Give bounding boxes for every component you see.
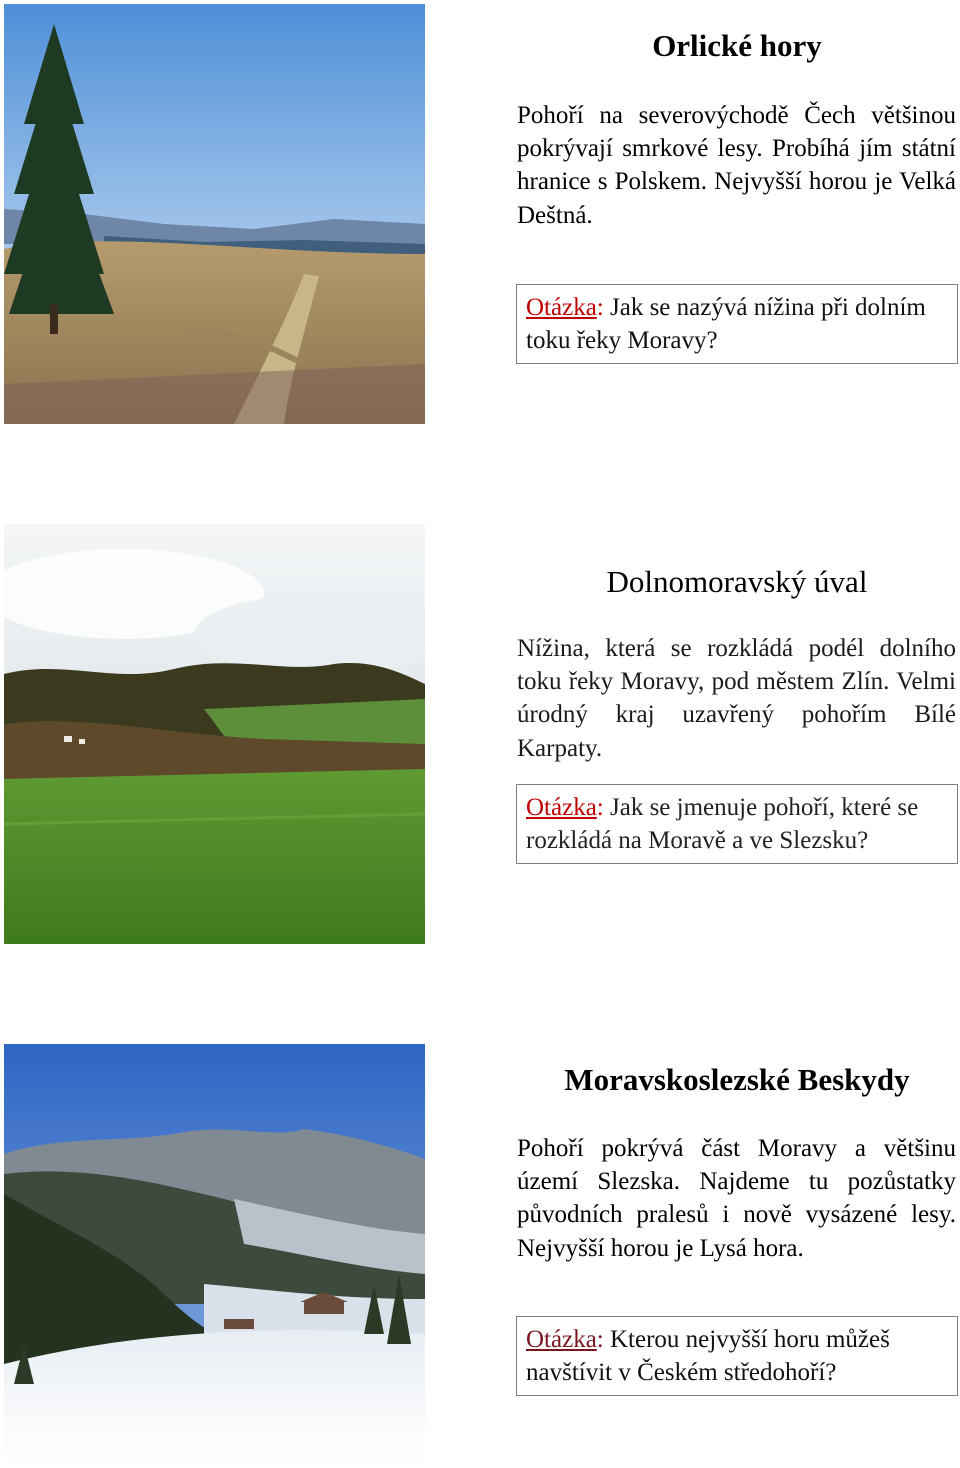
card-dolnomoravsky-uval (0, 524, 960, 944)
card-title: Orlické hory (652, 28, 822, 63)
snowy-mountains-photo (4, 1044, 425, 1464)
card-title: Moravskoslezské Beskydy (564, 1062, 910, 1097)
card-description: Pohoří pokrývá část Moravy a většinu území Slezska. Najdeme tu pozůstatky původních pralesů i nově vysázené lesy. Nejvyšší horou je Lysá hora. (517, 1135, 956, 1262)
question-text: Kterou nejvyšší horu můžeš navštívit v Českém středohoří? (526, 1326, 890, 1386)
question-text: Jak se jmenuje pohoří, které se rozkládá na Moravě a ve Slezsku? (526, 794, 919, 854)
mountain-meadow-photo (4, 4, 425, 424)
question-box: Otázka: Jak se jmenuje pohoří, které se rozkládá na Moravě a ve Slezsku? (516, 784, 958, 864)
question-box: Otázka: Jak se nazývá nížina při dolním toku řeky Moravy? (516, 284, 958, 364)
question-text: Jak se nazývá nížina při dolním toku řeky Moravy? (526, 294, 926, 354)
card-title: Dolnomoravský úval (606, 564, 868, 599)
question-label: Otázka (526, 794, 597, 821)
card-orlicke-hory (0, 4, 960, 424)
card-description: Nížina, která se rozkládá podél dolního toku řeky Moravy, pod městem Zlín. Velmi úrodný kraj uzavřený pohořím Bílé Karpaty. (517, 635, 956, 762)
card-moravskoslezske-beskydy (0, 1044, 960, 1464)
question-label: Otázka (526, 1326, 597, 1353)
question-label: Otázka (526, 294, 597, 321)
card-description: Pohoří na severovýchodě Čech většinou pokrývají smrkové lesy. Probíhá jím státní hranice s Polskem. Nejvyšší horou je Velká Deštná. (517, 102, 956, 229)
lowland-field-photo (4, 524, 425, 944)
question-box: Otázka: Kterou nejvyšší horu můžeš navštívit v Českém středohoří? (516, 1316, 958, 1396)
